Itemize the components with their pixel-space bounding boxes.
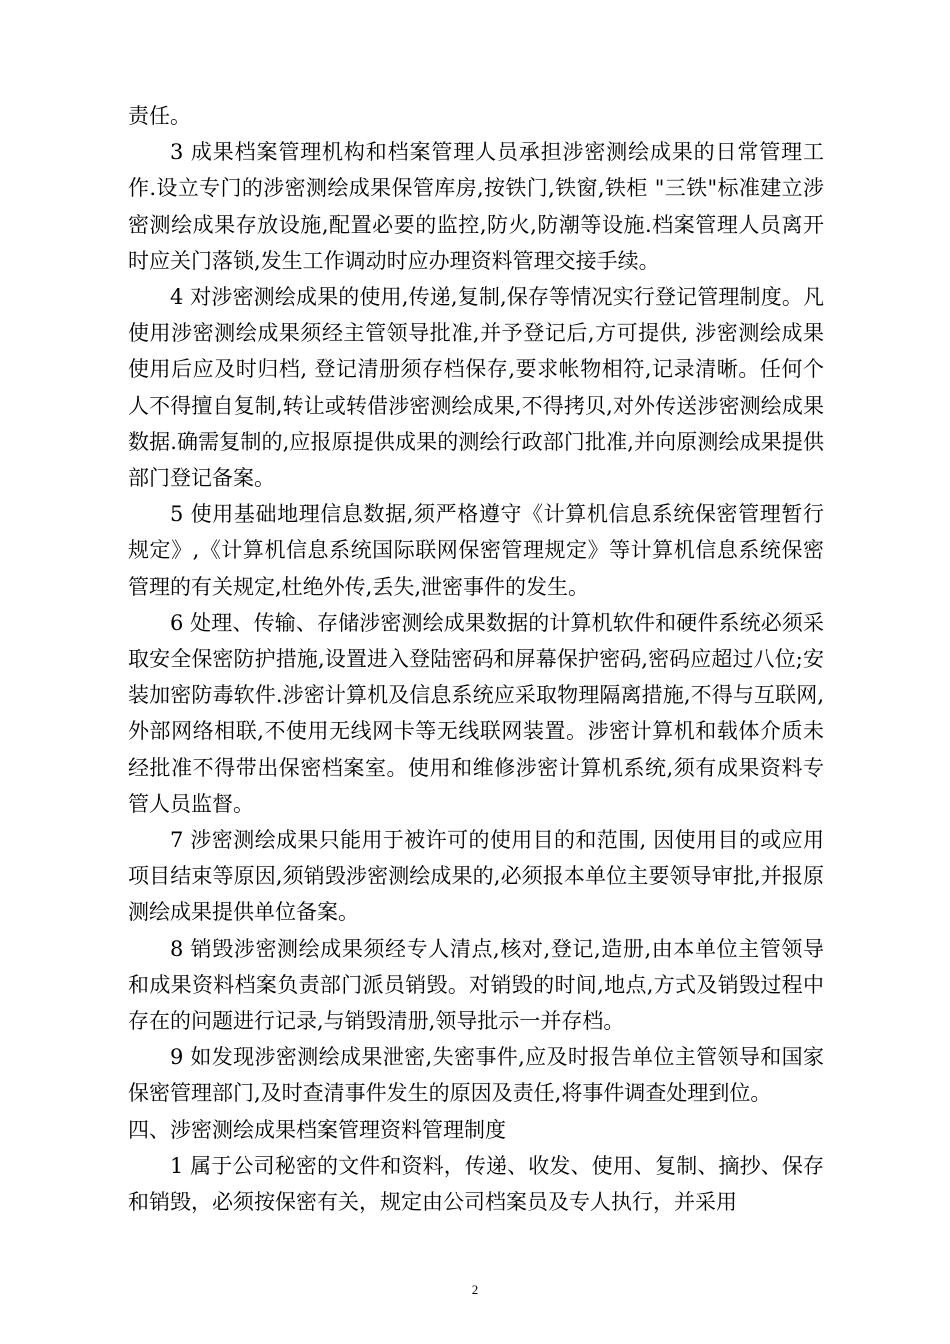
paragraph-4: 4 对涉密测绘成果的使用,传递,复制,保存等情况实行登记管理制度。凡使用涉密测绘成果须经主管领导批准,并予登记后,方可提供, 涉密测绘成果使用后应及时归档, 登记清册须存档保存,要求帐物相符,记录清晰。任何个人不得擅自复制,转让或转借涉密测绘成果,不得拷贝,对外传送涉密测绘成果数据.确需复制的,应报原提供成果的测绘行政部门批准,并向原测绘成果提供部门登记备案。 xyxy=(128,285,824,491)
continuation-text: 责任。 xyxy=(128,104,191,128)
paragraph-5: 5 使用基础地理信息数据,须严格遵守《计算机信息系统保密管理暂行规定》,《计算机信息系统国际联网保密管理规定》等计算机信息系统保密管理的有关规定,杜绝外传,丢失,泄密事件的发生。 xyxy=(128,502,824,599)
document-body xyxy=(128,98,824,1220)
page-number: 2 xyxy=(471,1282,479,1297)
paragraph-8: 8 销毁涉密测绘成果须经专人清点,核对,登记,造册,由本单位主管领导和成果资料档案负责部门派员销毁。对销毁的时间,地点,方式及销毁过程中存在的问题进行记录,与销毁清册,领导批示一并存档。 xyxy=(128,936,824,1034)
paragraph-9: 9 如发现涉密测绘成果泄密,失密事件,应及时报告单位主管领导和国家保密管理部门,及时查清事件发生的原因及责任,将事件调查处理到位。 xyxy=(128,1045,824,1106)
paragraph-7: 7 涉密测绘成果只能用于被许可的使用目的和范围, 因使用目的或应用项目结束等原因,须销毁涉密测绘成果的,必须报本单位主要领导审批,并报原测绘成果提供单位备案。 xyxy=(128,828,824,925)
section-heading-4: 四、涉密测绘成果档案管理资料管理制度 xyxy=(128,1117,506,1142)
paragraph-3: 3 成果档案管理机构和档案管理人员承担涉密测绘成果的日常管理工作.设立专门的涉密测绘成果保管库房,按铁门,铁窗,铁柜 "三铁"标准建立涉密测绘成果存放设施,配置必要的监控,防火,防潮等设施.档案管理人员离开时应关门落锁,发生工作调动时应办理资料管理交接手续。 xyxy=(128,140,824,273)
paragraph-6: 6 处理、传输、存储涉密测绘成果数据的计算机软件和硬件系统必须采取安全保密防护措施,设置进入登陆密码和屏幕保护密码,密码应超过八位;安装加密防毒软件.涉密计算机及信息系统应采取物理隔离措施,不得与互联网,外部网络相联,不使用无线网卡等无线联网装置。涉密计算机和载体介质未经批准不得带出保密档案室。使用和维修涉密计算机系统,须有成果资料专管人员监督。 xyxy=(128,610,824,816)
paragraph-section4-1: 1 属于公司秘密的文件和资料，传递、收发、使用、复制、摘抄、保存和销毁，必须按保密有关，规定由公司档案员及专人执行，并采用 xyxy=(128,1153,824,1215)
